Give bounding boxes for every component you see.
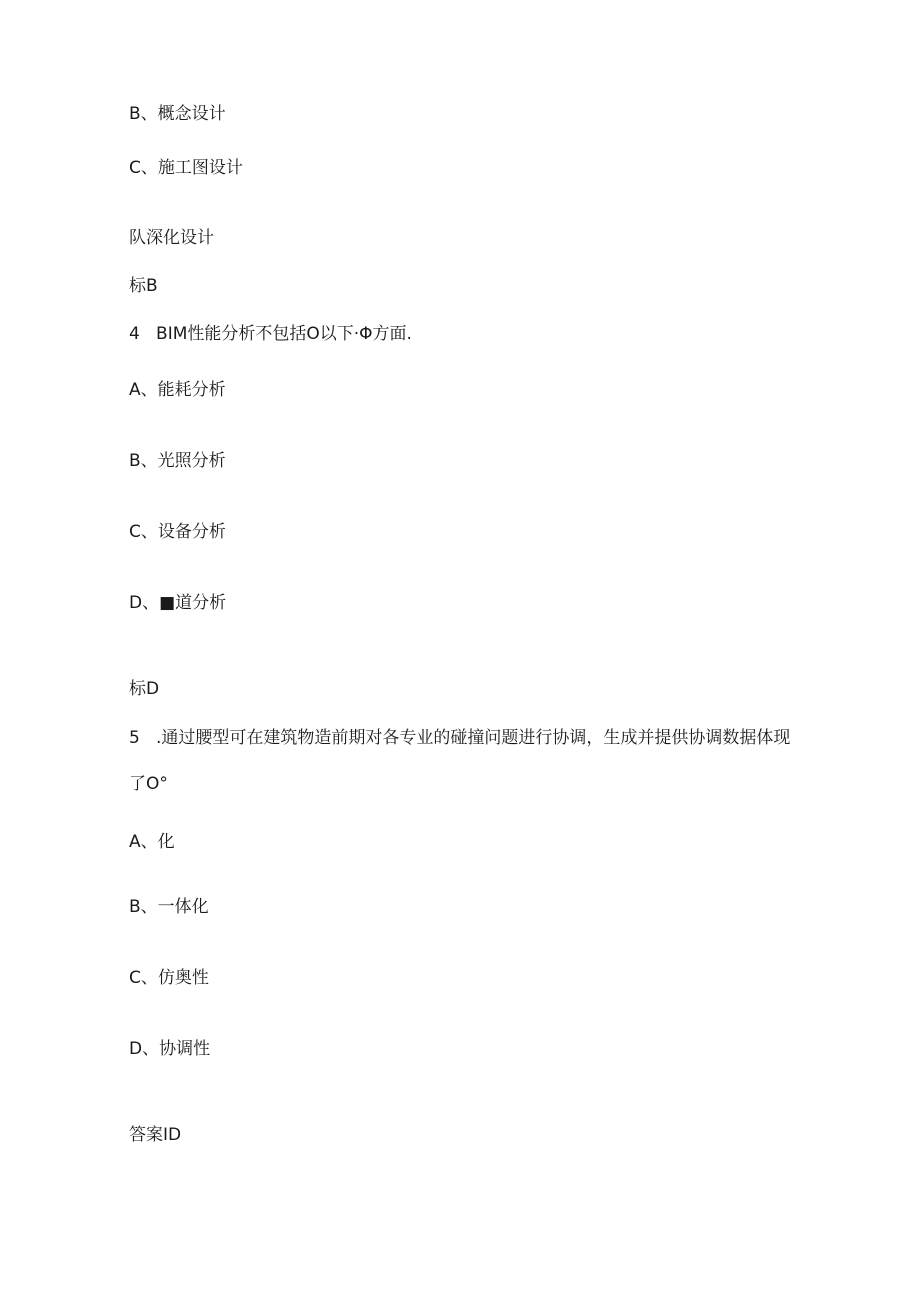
q5-answer: 答案ID <box>129 1125 182 1145</box>
q4-option-d: D、■道分析 <box>129 593 227 613</box>
q4-option-b: B、光照分析 <box>129 451 226 471</box>
q3-answer: 标B <box>129 276 158 296</box>
q3-option-c: C、施工图设计 <box>129 158 243 178</box>
q4-option-a: A、能耗分析 <box>129 380 226 400</box>
q4-answer: 标D <box>129 679 160 699</box>
q4-option-c: C、设备分析 <box>129 522 226 542</box>
q5-option-d: D、协调性 <box>129 1039 211 1059</box>
q5-question-line2: 了O° <box>129 774 168 794</box>
q5-option-a: A、化 <box>129 832 175 852</box>
q5-question-line1: 5 .通过腰型可在建筑物造前期对各专业的碰撞问题进行协调，生成并提供协调数据体现 <box>129 728 791 748</box>
q4-question: 4 BIM性能分析不包括O以下·Φ方面. <box>129 324 412 344</box>
q3-option-d: 队深化设计 <box>129 228 214 248</box>
q5-option-b: B、一体化 <box>129 897 209 917</box>
q5-option-c: C、仿奥性 <box>129 968 209 988</box>
q3-option-b: B、概念设计 <box>129 104 226 124</box>
